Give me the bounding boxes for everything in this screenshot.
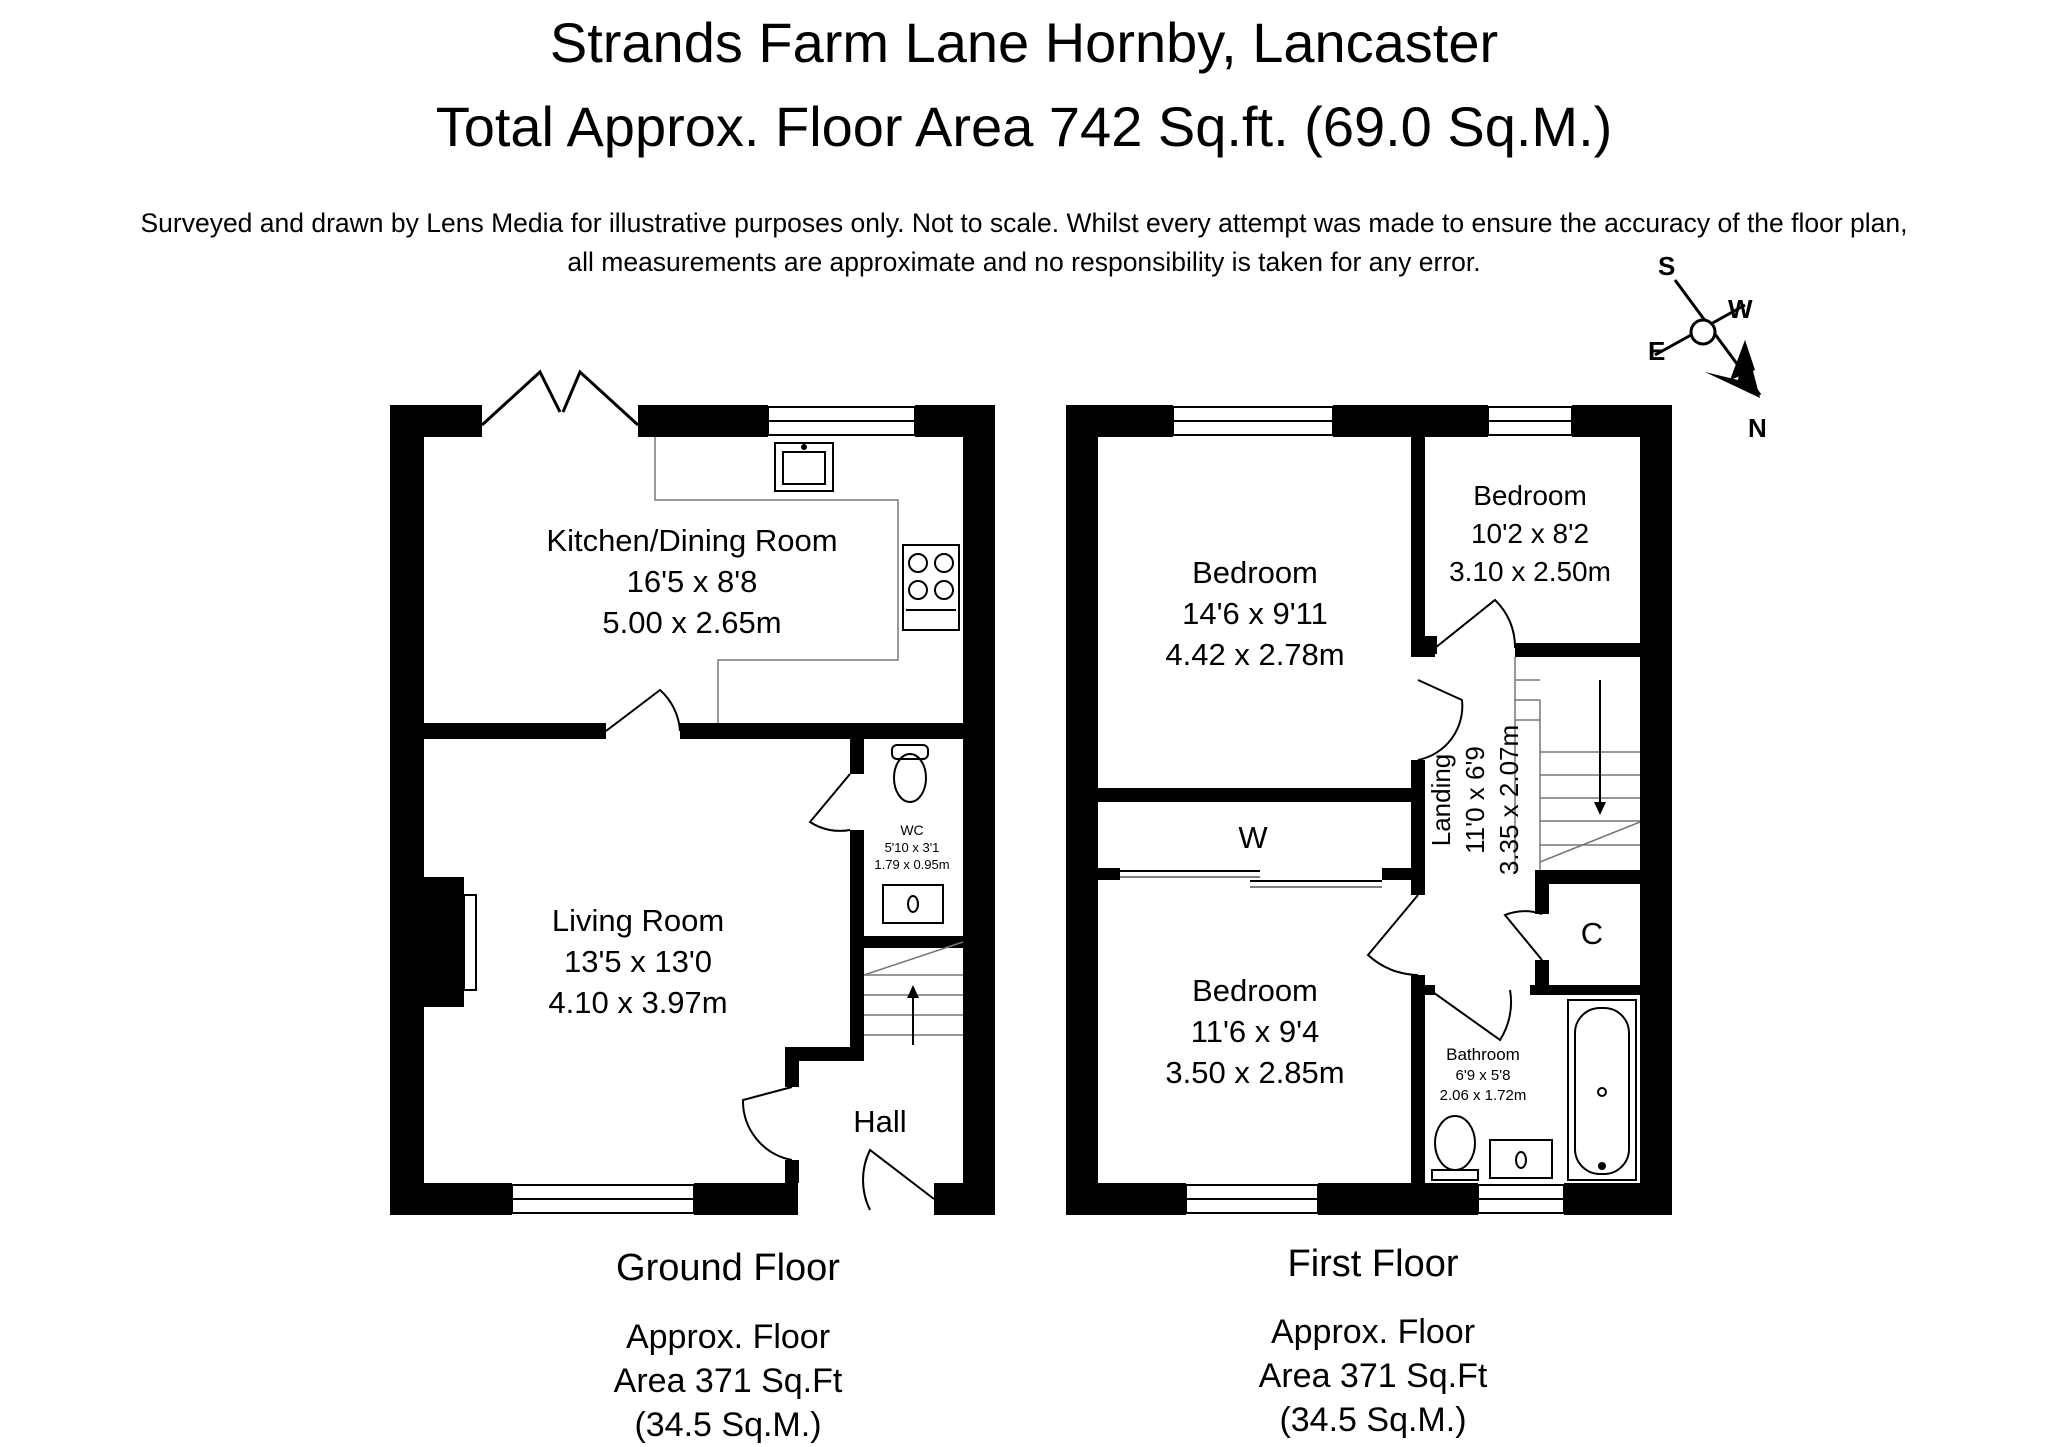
ground-floor-area-line1: Approx. Floor [625, 1318, 831, 1356]
compass-w: W [1728, 294, 1753, 324]
bathroom-name: Bathroom [1446, 1045, 1520, 1064]
bathroom-imperial: 6'9 x 5'8 [1455, 1067, 1511, 1084]
living-room-metric: 4.10 x 3.97m [548, 985, 728, 1020]
ground-floor-area-line2: Area 371 Sq.Ft [613, 1362, 843, 1400]
bedroom3-imperial: 11'6 x 9'4 [1190, 1014, 1320, 1049]
living-room-imperial: 13'5 x 13'0 [563, 944, 713, 979]
bedroom3-name: Bedroom [1192, 973, 1318, 1008]
bedroom2-name: Bedroom [1473, 480, 1587, 511]
ground-floor-plan [390, 372, 995, 1215]
bedroom1-metric: 4.42 x 2.78m [1165, 637, 1345, 672]
disclaimer-line-2: all measurements are approximate and no responsibility is taken for any error. [567, 247, 1481, 277]
first-floor-area-line3: (34.5 Sq.M.) [1279, 1401, 1467, 1439]
plan-title: Strands Farm Lane Hornby, Lancaster [549, 11, 1499, 74]
kitchen-metric: 5.00 x 2.65m [602, 605, 782, 640]
hall-name: Hall [853, 1104, 907, 1139]
ground-floor-area-line3: (34.5 Sq.M.) [634, 1406, 822, 1444]
compass-e: E [1648, 336, 1666, 366]
living-room-name: Living Room [551, 903, 725, 938]
bedroom1-name: Bedroom [1192, 555, 1318, 590]
wc-metric: 1.79 x 0.95m [874, 857, 950, 872]
disclaimer-line-1: Surveyed and drawn by Lens Media for illustrative purposes only. Not to scale. Whilst every attempt was made to ensure the accuracy of the floor plan, [140, 208, 1908, 238]
bedroom1-imperial: 14'6 x 9'11 [1182, 596, 1328, 631]
kitchen-imperial: 16'5 x 8'8 [626, 564, 758, 599]
wc-imperial: 5'10 x 3'1 [884, 840, 940, 855]
wardrobe-label: W [1238, 820, 1268, 855]
landing-metric: 3.35 x 2.07m [1494, 724, 1524, 876]
landing-name: Landing [1426, 753, 1456, 847]
first-floor-area-line2: Area 371 Sq.Ft [1258, 1357, 1488, 1395]
kitchen-name: Kitchen/Dining Room [546, 523, 838, 558]
bedroom3-metric: 3.50 x 2.85m [1165, 1055, 1345, 1090]
bedroom2-imperial: 10'2 x 8'2 [1470, 518, 1590, 549]
first-floor-area-line1: Approx. Floor [1270, 1313, 1476, 1351]
compass-s: S [1658, 251, 1676, 281]
wc-name: WC [900, 822, 924, 838]
total-floor-area: Total Approx. Floor Area 742 Sq.ft. (69.0 Sq.M.) [435, 95, 1613, 158]
bedroom2-metric: 3.10 x 2.50m [1449, 556, 1611, 587]
compass-n: N [1748, 413, 1767, 443]
bathroom-metric: 2.06 x 1.72m [1439, 1087, 1527, 1104]
cupboard-label: C [1580, 916, 1604, 951]
first-floor-label: First Floor [1287, 1243, 1459, 1285]
landing-imperial: 11'0 x 6'9 [1460, 746, 1490, 854]
ground-floor-label: Ground Floor [616, 1247, 840, 1289]
